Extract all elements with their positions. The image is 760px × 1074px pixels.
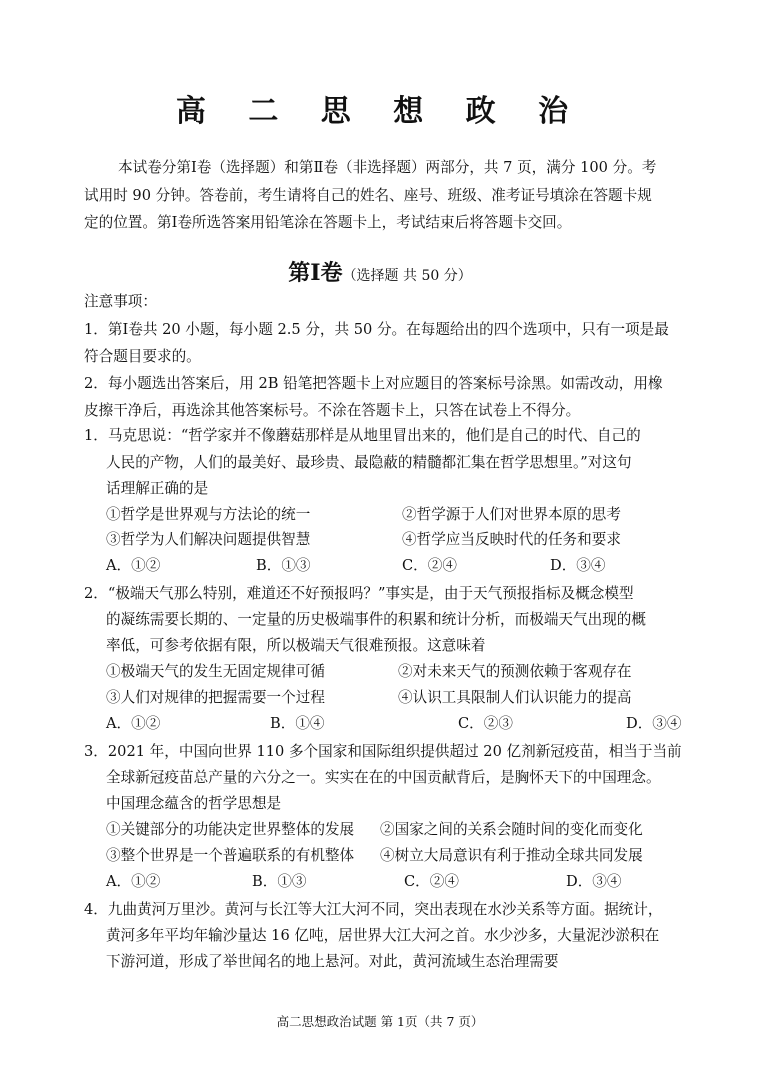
question-1-statement: ③哲学为人们解决问题提供智慧 <box>106 531 311 548</box>
question-3-stem: 3．2021 年，中国向世界 110 多个国家和国际组织提供超过 20 亿剂新冠疫苗，相当于当前 <box>84 743 682 760</box>
question-3-statement: ③整个世界是一个普遍联系的有机整体 <box>106 847 355 864</box>
question-1-statement: ①哲学是世界观与方法论的统一 <box>106 506 311 523</box>
question-1-option-a: A．①② <box>106 557 161 574</box>
question-4-stem: 黄河多年平均年输沙量达 16 亿吨，居世界大江大河之首。水少沙多，大量泥沙淤积在 <box>106 927 660 944</box>
intro-line-1: 本试卷分第Ⅰ卷（选择题）和第Ⅱ卷（非选择题）两部分，共 7 页，满分 100 分。考 <box>118 159 657 176</box>
question-3-option-d: D．③④ <box>566 873 622 890</box>
notice-item: 符合题目要求的。 <box>84 348 201 365</box>
question-3-statement: ④树立大局意识有利于推动全球共同发展 <box>380 847 643 864</box>
notice-item: 2．每小题选出答案后，用 2B 铅笔把答题卡上对应题目的答案标号涂黑。如需改动，用橡 <box>84 375 663 392</box>
question-2-statement: ③人们对规律的把握需要一个过程 <box>106 689 325 706</box>
notice-item: 皮擦干净后，再选涂其他答案标号。不涂在答题卡上，只答在试卷上不得分。 <box>84 402 581 419</box>
question-2-stem: 2．“极端天气那么特别，难道还不好预报吗？”事实是，由于天气预报指标及概念模型 <box>84 585 634 602</box>
question-1-stem: 1．马克思说：“哲学家并不像蘑菇那样是从地里冒出来的，他们是自己的时代、自己的 <box>84 427 641 444</box>
question-3-statement: ①关键部分的功能决定世界整体的发展 <box>106 821 355 838</box>
question-1-stem: 人民的产物，人们的最美好、最珍贵、最隐蔽的精髓都汇集在哲学思想里。”对这句 <box>106 454 632 471</box>
question-2-option-d: D．③④ <box>626 715 682 732</box>
question-2-stem: 率低，可参考依据有限，所以极端天气很难预报。这意味着 <box>106 637 486 654</box>
question-3-stem: 中国理念蕴含的哲学思想是 <box>106 795 282 812</box>
page-title: 高 二 思 想 政 治 <box>175 94 585 129</box>
question-2-option-b: B．①④ <box>270 715 325 732</box>
question-1-statement: ②哲学源于人们对世界本原的思考 <box>402 506 621 523</box>
question-2-statement: ②对未来天气的预测依赖于客观存在 <box>398 663 632 680</box>
question-3-option-b: B．①③ <box>252 873 307 890</box>
notice-heading: 注意事项： <box>84 293 157 310</box>
section-heading <box>0 256 760 287</box>
intro-line-3: 定的位置。第Ⅰ卷所选答案用铅笔涂在答题卡上，考试结束后将答题卡交回。 <box>84 214 572 231</box>
question-4-stem: 4．九曲黄河万里沙。黄河与长江等大江大河不同，突出表现在水沙关系等方面。据统计， <box>84 901 663 918</box>
question-1-option-b: B．①③ <box>256 557 311 574</box>
question-1-option-d: D．③④ <box>550 557 606 574</box>
section-subtitle: （选择题 共 50 分） <box>342 268 472 284</box>
question-1-option-c: C．②④ <box>402 557 457 574</box>
question-3-option-a: A．①② <box>106 873 161 890</box>
question-2-option-c: C．②③ <box>458 715 513 732</box>
question-2-statement: ④认识工具限制人们认识能力的提高 <box>398 689 632 706</box>
question-2-option-a: A．①② <box>106 715 161 732</box>
question-2-statement: ①极端天气的发生无固定规律可循 <box>106 663 325 680</box>
question-4-stem: 下游河道，形成了举世闻名的地上悬河。对此，黄河流域生态治理需要 <box>106 953 559 970</box>
question-3-option-c: C．②④ <box>404 873 459 890</box>
question-2-stem: 的凝练需要长期的、一定量的历史极端事件的积累和统计分析，而极端天气出现的概 <box>106 611 646 628</box>
notice-item: 1．第Ⅰ卷共 20 小题，每小题 2.5 分，共 50 分。在每题给出的四个选项中，只有一项是最 <box>84 321 669 338</box>
question-3-stem: 全球新冠疫苗总产量的六分之一。实实在在的中国贡献背后，是胸怀天下的中国理念。 <box>106 769 661 786</box>
question-1-stem: 话理解正确的是 <box>106 480 209 497</box>
page-footer: 高二思想政治试题 第 1页（共 7 页） <box>276 1014 484 1029</box>
question-1-statement: ④哲学应当反映时代的任务和要求 <box>402 531 621 548</box>
question-3-statement: ②国家之间的关系会随时间的变化而变化 <box>380 821 643 838</box>
intro-line-2: 试用时 90 分钟。答卷前，考生请将自己的姓名、座号、班级、准考证号填涂在答题卡规 <box>84 187 652 204</box>
section-title: 第Ⅰ卷 <box>288 260 343 286</box>
